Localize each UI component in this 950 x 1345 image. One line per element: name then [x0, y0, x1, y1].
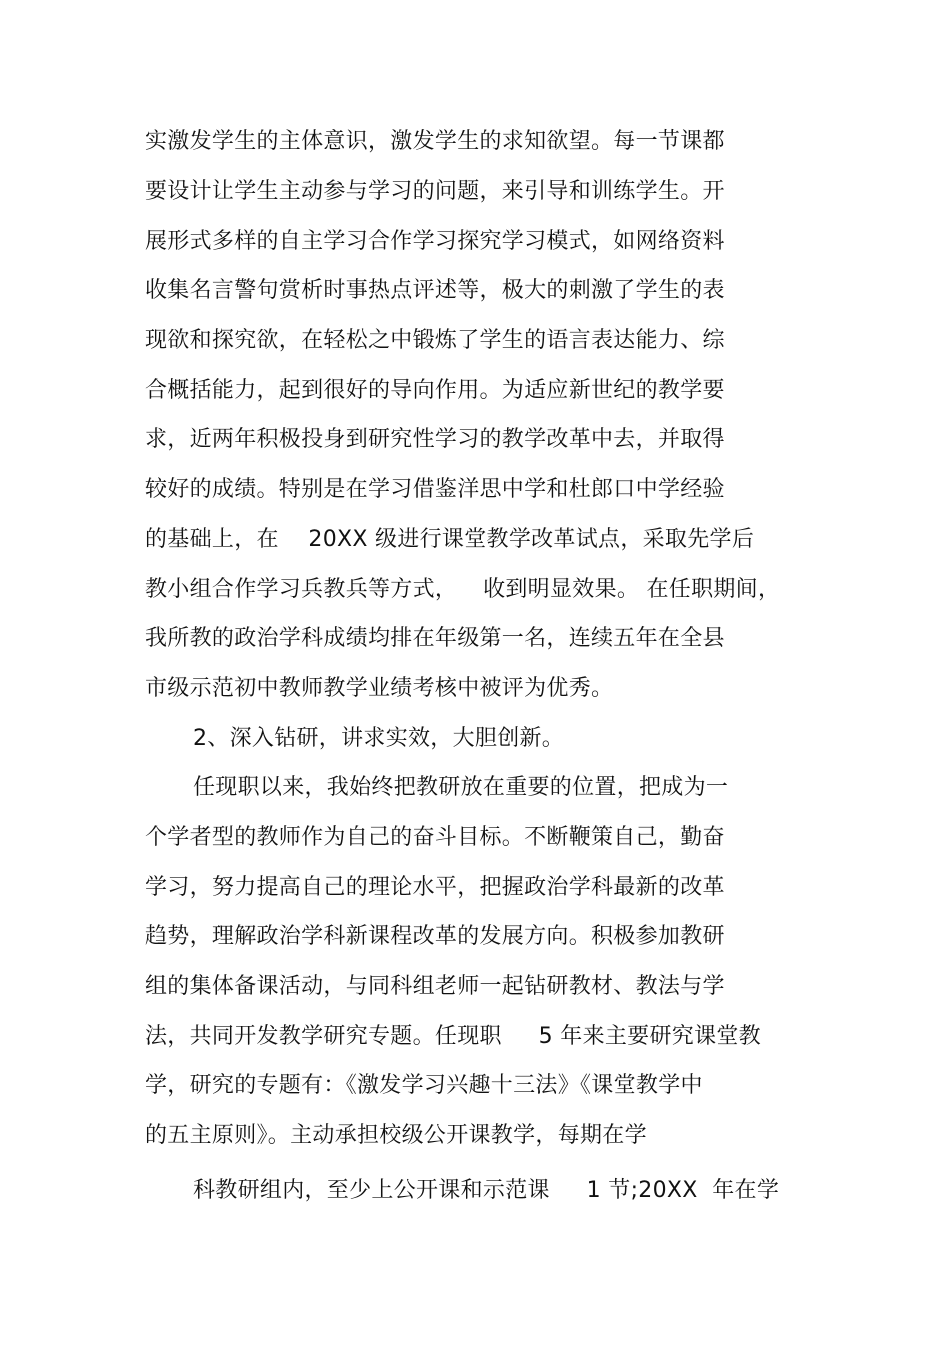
- paragraph-line: 的五主原则》。主动承担校级公开课教学，每期在学: [145, 1123, 647, 1148]
- paragraph-line: 较好的成绩。特别是在学习借鉴洋思中学和杜郎口中学经验: [145, 477, 725, 502]
- paragraph-line: 任现职以来，我始终把教研放在重要的位置，把成为一: [193, 775, 729, 800]
- paragraph-line: 教小组合作学习兵教兵等方式， 收到明显效果。 在任职期间，: [145, 577, 781, 602]
- paragraph-line: 收集名言警句赏析时事热点评述等，极大的刺激了学生的表: [145, 278, 725, 303]
- paragraph-line: 合概括能力，起到很好的导向作用。为适应新世纪的教学要: [145, 378, 725, 403]
- paragraph-line: 个学者型的教师作为自己的奋斗目标。不断鞭策自己，勤奋: [145, 825, 725, 850]
- section-heading: 2、深入钻研，讲求实效，大胆创新。: [193, 726, 565, 751]
- paragraph-line: 现欲和探究欲，在轻松之中锻炼了学生的语言表达能力、综: [145, 328, 725, 353]
- paragraph-line: 实激发学生的主体意识，激发学生的求知欲望。每一节课都: [145, 129, 725, 154]
- paragraph-line: 的基础上，在 20XX 级进行课堂教学改革试点，采取先学后: [145, 527, 755, 552]
- paragraph-line: 要设计让学生主动参与学习的问题，来引导和训练学生。开: [145, 179, 725, 204]
- paragraph-line: 求，近两年积极投身到研究性学习的教学改革中去，并取得: [145, 427, 725, 452]
- paragraph-line: 学，研究的专题有：《激发学习兴趣十三法》《课堂教学中: [145, 1073, 703, 1098]
- paragraph-line: 展形式多样的自主学习合作学习探究学习模式，如网络资料: [145, 229, 725, 254]
- paragraph-line: 科教研组内，至少上公开课和示范课 1 节;20XX 年在学: [193, 1178, 780, 1203]
- paragraph-line: 组的集体备课活动，与同科组老师一起钻研教材、教法与学: [145, 974, 725, 999]
- paragraph-line: 趋势，理解政治学科新课程改革的发展方向。积极参加教研: [145, 924, 725, 949]
- paragraph-line: 市级示范初中教师教学业绩考核中被评为优秀。: [145, 676, 614, 701]
- paragraph-line: 我所教的政治学科成绩均排在年级第一名，连续五年在全县: [145, 626, 725, 651]
- paragraph-line: 法，共同开发教学研究专题。任现职 5 年来主要研究课堂教: [145, 1024, 761, 1049]
- paragraph-line: 学习，努力提高自己的理论水平，把握政治学科最新的改革: [145, 875, 725, 900]
